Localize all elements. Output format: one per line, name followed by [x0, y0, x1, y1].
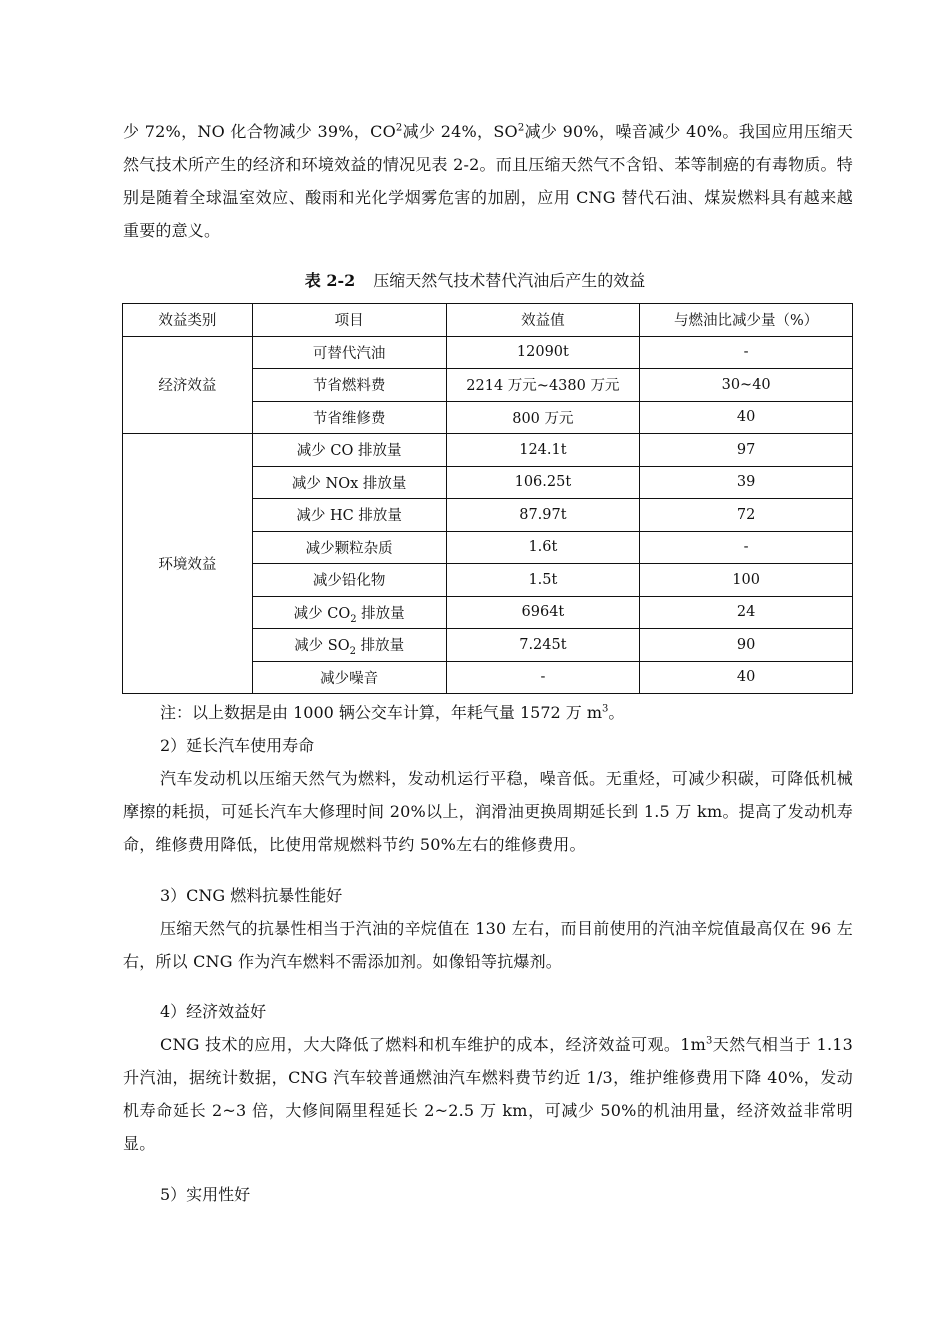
value-cell: 1.5t [446, 564, 640, 597]
table-header-cell: 与燃油比减少量（%） [640, 304, 853, 337]
reduction-cell: 97 [640, 434, 853, 467]
item-cell [252, 661, 446, 694]
reduction-cell: 24 [640, 596, 853, 629]
superscript: 2 [395, 122, 403, 134]
intro-text-3: 减少 90%，噪音减少 40%。我国应用压缩天然气技术所产生的经济和环境效益的情况见表 2-2。而且压缩天然气不含铅、苯等制癌的有毒物质。特别是随着全球温室效应、酸雨和光化学烟雾危害的加剧，应用 CNG 替代石油、煤炭燃料具有越来越重要的意义。 [123, 122, 854, 240]
reduction-cell: - [640, 336, 853, 369]
section-body-text: 天然气相当于 1.13 升汽油，据统计数据，CNG 汽车较普通燃油汽车燃料费节约近 1/3，维护维修费用下降 40%，发动机寿命延长 2~3 倍，大修间隔里程延长 2~2.5 万 km，可减少 50%的机油用量，经济效益非常明显。 [123, 1035, 853, 1153]
note-tail: 。 [608, 703, 625, 722]
table-number: 表 2-2 [304, 271, 356, 290]
value-cell: 87.97t [446, 499, 640, 532]
value-cell: 1.6t [446, 531, 640, 564]
reduction-cell: 40 [640, 661, 853, 694]
item-cell [252, 596, 446, 629]
value-cell: 2214 万元~4380 万元 [446, 369, 640, 402]
reduction-cell: 39 [640, 466, 853, 499]
table-header-row [123, 304, 853, 337]
item-cell [252, 401, 446, 434]
section-body-text: CNG 技术的应用，大大降低了燃料和机车维护的成本，经济效益可观。1m [160, 1035, 707, 1054]
item-text: 减少 CO 排放量 [296, 443, 402, 460]
superscript: 3 [602, 703, 609, 715]
item-text: 节省燃料费 [312, 378, 386, 395]
table-caption [0, 268, 950, 294]
note-text: 注：以上数据是由 1000 辆公交车计算，年耗气量 1572 万 m [160, 703, 603, 722]
item-cell [252, 434, 446, 467]
item-text: 减少 HC 排放量 [296, 508, 402, 525]
item-text-tail: 排放量 [356, 605, 405, 622]
table-header-cell: 效益类别 [123, 304, 253, 337]
value-cell: - [446, 661, 640, 694]
table-row [123, 434, 853, 467]
item-text-tail: 排放量 [356, 638, 405, 655]
item-text: 可替代汽油 [312, 345, 386, 362]
superscript: 2 [517, 122, 525, 134]
item-text: 减少颗粒杂质 [305, 540, 393, 557]
section-body: 汽车发动机以压缩天然气为燃料，发动机运行平稳，噪音低。无重烃，可减少积碳，可降低机械摩擦的耗损，可延长汽车大修理时间 20%以上，润滑油更换周期延长到 1.5 万 km。提高了发动机寿命，维修费用降低，比使用常规燃料节约 50%左右的维修费用。 [123, 769, 853, 854]
value-cell: 7.245t [446, 629, 640, 662]
section-heading: 5）实用性好 [160, 1185, 251, 1204]
subscript: 2 [349, 646, 356, 658]
item-text: 减少 SO [294, 638, 350, 655]
value-cell: 106.25t [446, 466, 640, 499]
item-text: 减少噪音 [320, 670, 379, 687]
item-cell [252, 466, 446, 499]
table-note [160, 696, 624, 729]
item-cell [252, 629, 446, 662]
value-cell: 12090t [446, 336, 640, 369]
table-header-cell: 效益值 [446, 304, 640, 337]
table-body [123, 336, 853, 694]
item-text: 减少铅化物 [312, 573, 386, 590]
item-text: 减少 NOx 排放量 [291, 475, 407, 492]
value-cell: 124.1t [446, 434, 640, 467]
subscript: 2 [350, 613, 357, 625]
section-body: 压缩天然气的抗暴性相当于汽油的辛烷值在 130 左右，而目前使用的汽油辛烷值最高仅在 96 左右，所以 CNG 作为汽车燃料不需添加剂。如像铅等抗爆剂。 [123, 919, 853, 971]
reduction-cell: 72 [640, 499, 853, 532]
reduction-cell: 30~40 [640, 369, 853, 402]
item-cell [252, 369, 446, 402]
item-cell [252, 564, 446, 597]
section-heading: 2）延长汽车使用寿命 [160, 736, 315, 755]
reduction-cell: 40 [640, 401, 853, 434]
item-text: 节省维修费 [312, 410, 386, 427]
reduction-cell: 100 [640, 564, 853, 597]
benefits-table [122, 303, 853, 694]
table-header-cell: 项目 [252, 304, 446, 337]
category-cell: 环境效益 [123, 434, 253, 694]
category-cell: 经济效益 [123, 336, 253, 434]
section-heading: 4）经济效益好 [160, 1002, 267, 1021]
intro-paragraph [123, 115, 853, 247]
section-heading: 3）CNG 燃料抗暴性能好 [160, 886, 343, 905]
item-cell [252, 336, 446, 369]
table-title: 压缩天然气技术替代汽油后产生的效益 [373, 271, 646, 290]
superscript: 3 [706, 1035, 713, 1047]
item-text: 减少 CO [293, 605, 351, 622]
reduction-cell: - [640, 531, 853, 564]
section-body [123, 1028, 853, 1160]
intro-text-1: 少 72%，NO 化合物减少 39%，CO [123, 122, 396, 141]
item-cell [252, 531, 446, 564]
reduction-cell: 90 [640, 629, 853, 662]
intro-text-2: 减少 24%，SO [402, 122, 518, 141]
value-cell: 800 万元 [446, 401, 640, 434]
item-cell [252, 499, 446, 532]
table-row [123, 336, 853, 369]
value-cell: 6964t [446, 596, 640, 629]
